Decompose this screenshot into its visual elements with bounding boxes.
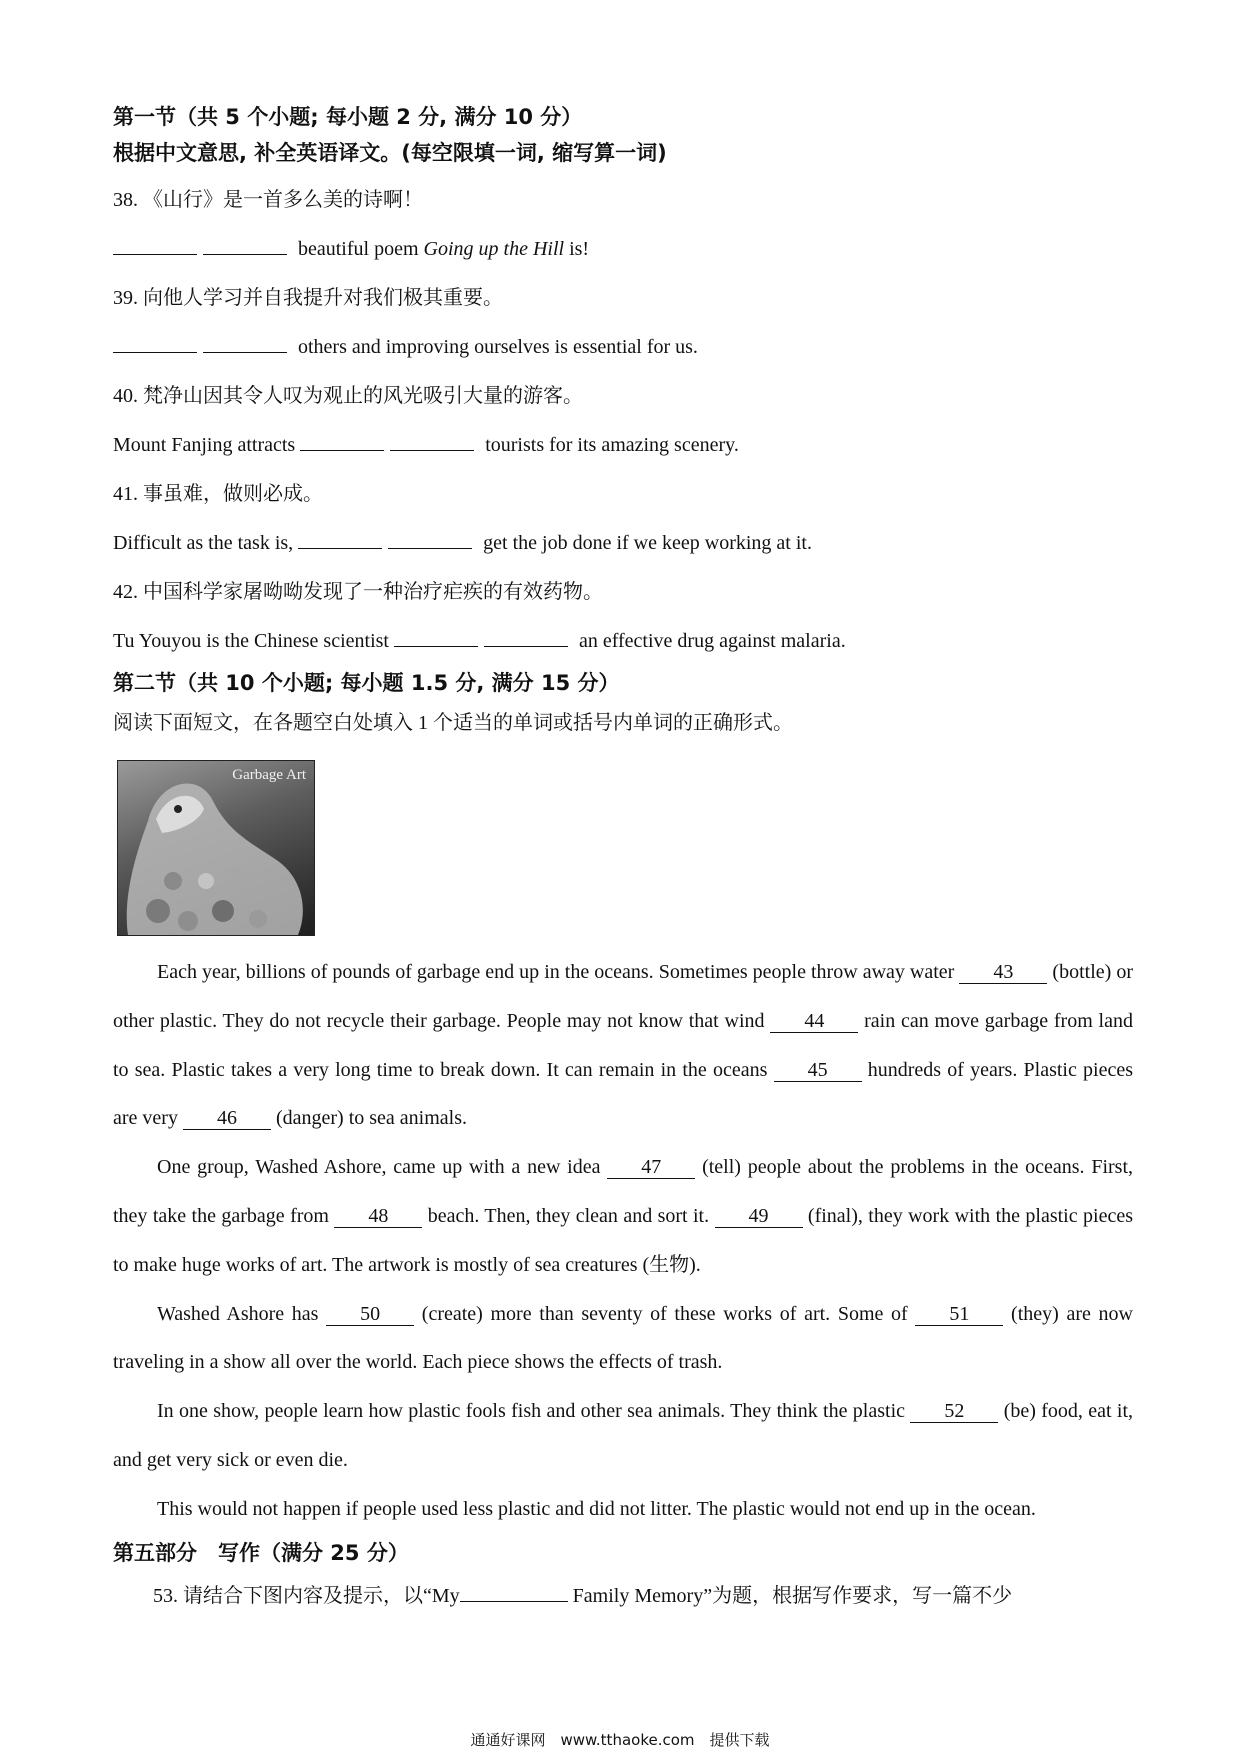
question-38-cn: 38. 《山行》是一首多么美的诗啊！ xyxy=(113,189,423,211)
question-53: 53. 请结合下图内容及提示，以“My Family Memory”为题，根据写作要求，写一篇不少 xyxy=(153,1584,1013,1607)
answer-blank[interactable] xyxy=(203,334,287,353)
answer-blank[interactable] xyxy=(394,628,478,647)
seal-sculpture-image xyxy=(118,761,314,935)
question-41-text: get the job done if we keep working at it. xyxy=(478,532,812,554)
passage-paragraph-4: In one show, people learn how plastic fools fish and other sea animals. They think the plastic 52 (be) food, eat it, and get very sick or even die. xyxy=(113,1400,1133,1471)
exam-page xyxy=(113,96,1133,1618)
blank-51[interactable]: 51 xyxy=(915,1303,1003,1326)
answer-blank[interactable] xyxy=(390,432,474,451)
passage-paragraph-1: Each year, billions of pounds of garbage end up in the oceans. Sometimes people throw away water 43 (bottle) or other plastic. They do not recycle their garbage. People may not know that wind 44 rain can move garbage from land to sea. Plastic takes a very long time to break down. It can remain in the oceans 45 hundreds of years. Plastic pieces are very 46 (danger) to sea animals. xyxy=(113,961,1134,1130)
blank-43[interactable]: 43 xyxy=(959,961,1047,984)
question-38-text: beautiful poem xyxy=(293,238,424,260)
passage-paragraph-2: One group, Washed Ashore, came up with a new idea 47 (tell) people about the problems in the oceans. First, they take the garbage from 48 beach. Then, they clean and sort it. 49 (final), they work with the plastic pieces to make huge works of art. The artwork is mostly of sea creatures (生物). xyxy=(113,1156,1134,1276)
blank-49[interactable]: 49 xyxy=(715,1205,803,1228)
blank-50[interactable]: 50 xyxy=(326,1303,414,1326)
question-38-end: is! xyxy=(564,238,590,260)
answer-blank[interactable] xyxy=(113,334,197,353)
question-38-en xyxy=(113,225,1133,274)
blank-52[interactable]: 52 xyxy=(910,1400,998,1423)
answer-blank[interactable] xyxy=(298,530,382,549)
question-42-cn: 42. 中国科学家屠呦呦发现了一种治疗疟疾的有效药物。 xyxy=(113,581,603,603)
blank-47[interactable]: 47 xyxy=(607,1156,695,1179)
passage-paragraph-5: This would not happen if people used less plastic and did not litter. The plastic would not end up in the ocean. xyxy=(157,1497,1036,1520)
garbage-art-photo xyxy=(117,760,315,936)
section1-heading: 第一节（共 5 个小题; 每小题 2 分, 满分 10 分） xyxy=(113,105,583,129)
page-footer: 通通好课网 www.tthaoke.com 提供下载 xyxy=(470,1731,770,1749)
poem-title: Going up the Hill xyxy=(423,238,565,260)
question-41-start: Difficult as the task is, xyxy=(113,532,299,554)
question-40-cn: 40. 梵净山因其令人叹为观止的风光吸引大量的游客。 xyxy=(113,385,583,407)
photo-caption: Garbage Art xyxy=(232,767,306,783)
title-blank[interactable] xyxy=(460,1583,568,1602)
question-42-text: an effective drug against malaria. xyxy=(573,630,846,652)
question-40-en xyxy=(113,421,1133,470)
section2-heading: 第二节（共 10 个小题; 每小题 1.5 分, 满分 15 分） xyxy=(113,671,620,695)
answer-blank[interactable] xyxy=(484,628,568,647)
question-42-en xyxy=(113,617,1133,666)
answer-blank[interactable] xyxy=(113,236,197,255)
question-42-start: Tu Youyou is the Chinese scientist xyxy=(113,630,394,652)
answer-blank[interactable] xyxy=(388,530,472,549)
question-41-cn: 41. 事虽难，做则必成。 xyxy=(113,483,323,505)
blank-45[interactable]: 45 xyxy=(774,1059,862,1082)
question-39-en xyxy=(113,323,1133,372)
question-39-cn: 39. 向他人学习并自我提升对我们极其重要。 xyxy=(113,287,503,309)
blank-44[interactable]: 44 xyxy=(770,1010,858,1033)
blank-48[interactable]: 48 xyxy=(334,1205,422,1228)
blank-46[interactable]: 46 xyxy=(183,1107,271,1130)
question-39-text: others and improving ourselves is essential for us. xyxy=(293,336,698,358)
answer-blank[interactable] xyxy=(203,236,287,255)
part5-heading: 第五部分 写作（满分 25 分） xyxy=(113,1540,409,1565)
section1-instruction: 根据中文意思, 补全英语译文。(每空限填一词, 缩写算一词) xyxy=(113,141,667,165)
answer-blank[interactable] xyxy=(300,432,384,451)
question-40-text: tourists for its amazing scenery. xyxy=(480,434,739,456)
question-40-start: Mount Fanjing attracts xyxy=(113,434,301,456)
passage-paragraph-3: Washed Ashore has 50 (create) more than seventy of these works of art. Some of 51 (they) are now traveling in a show all over the world. Each piece shows the effects of trash. xyxy=(113,1302,1133,1374)
question-41-en xyxy=(113,519,1133,568)
section2-instruction: 阅读下面短文，在各题空白处填入 1 个适当的单词或括号内单词的正确形式。 xyxy=(113,712,793,734)
